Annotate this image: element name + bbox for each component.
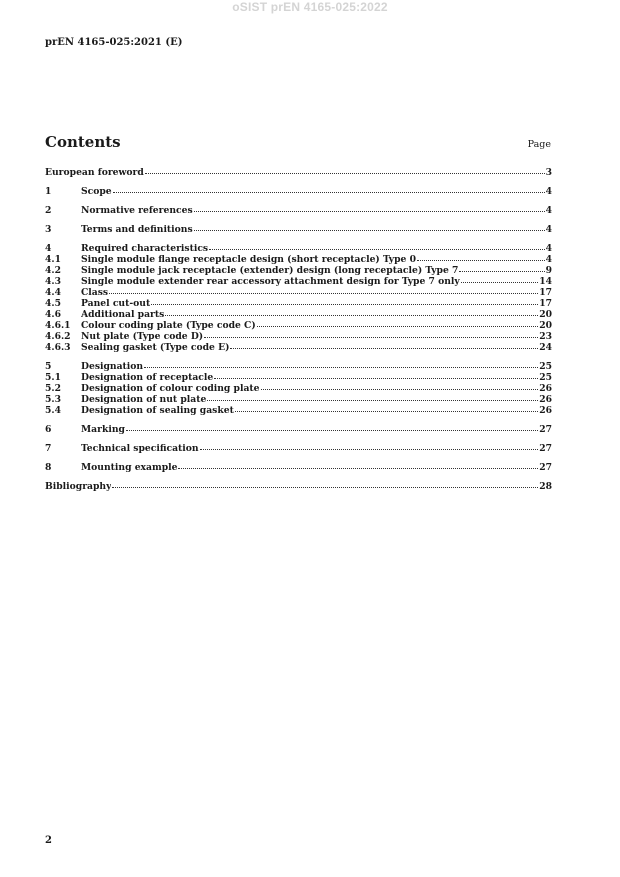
- toc-entry-page: 24: [539, 342, 552, 353]
- toc-entry[interactable]: [45, 167, 552, 178]
- toc-dot-leader: [112, 487, 538, 488]
- toc-dot-leader: [459, 271, 544, 272]
- toc-entry-page: 4: [545, 254, 552, 265]
- toc-entry-title: Single module extender rear accessory attachment design for Type 7 only: [81, 276, 460, 287]
- toc-entry-page: 17: [539, 298, 552, 309]
- toc-group: [45, 462, 552, 473]
- toc-entry-title: Single module jack receptacle (extender) design (long receptacle) Type 7: [81, 265, 459, 276]
- toc-entry-page: 28: [539, 481, 552, 492]
- toc-entry-title: Panel cut-out: [81, 298, 151, 309]
- toc-entry[interactable]: [45, 394, 552, 405]
- toc-dot-leader: [207, 400, 538, 401]
- toc-entry[interactable]: [45, 205, 552, 216]
- toc-dot-leader: [145, 173, 545, 174]
- toc-entry-number: 8: [45, 462, 52, 473]
- toc-entry-page: 4: [545, 224, 552, 235]
- toc-entry[interactable]: [45, 462, 552, 473]
- table-of-contents: [45, 167, 552, 500]
- toc-entry-title: Marking: [81, 424, 125, 435]
- toc-entry-title: European foreword: [45, 167, 144, 178]
- toc-entry-number: 3: [45, 224, 52, 235]
- toc-entry-number: 4.6.2: [45, 331, 71, 342]
- toc-entry[interactable]: [45, 361, 552, 372]
- toc-entry-number: 4.5: [45, 298, 61, 309]
- toc-dot-leader: [151, 304, 538, 305]
- toc-entry-title: Bibliography: [45, 481, 112, 492]
- toc-entry[interactable]: [45, 481, 552, 492]
- toc-group: [45, 186, 552, 197]
- toc-entry-title: Designation: [81, 361, 144, 372]
- toc-entry-title: Required characteristics: [81, 243, 209, 254]
- toc-entry-page: 26: [539, 394, 552, 405]
- toc-entry[interactable]: [45, 287, 552, 298]
- toc-entry-number: 2: [45, 205, 52, 216]
- toc-dot-leader: [144, 367, 538, 368]
- toc-entry-page: 14: [539, 276, 552, 287]
- toc-dot-leader: [200, 449, 539, 450]
- toc-entry-number: 4.3: [45, 276, 61, 287]
- toc-entry[interactable]: [45, 424, 552, 435]
- toc-entry-number: 4.6: [45, 309, 61, 320]
- toc-entry[interactable]: [45, 265, 552, 276]
- toc-entry-number: 5.4: [45, 405, 61, 416]
- toc-entry-number: 4.2: [45, 265, 61, 276]
- toc-entry[interactable]: [45, 320, 552, 331]
- toc-dot-leader: [235, 411, 538, 412]
- toc-entry-page: 4: [545, 243, 552, 254]
- toc-group: [45, 443, 552, 454]
- toc-entry-title: Single module flange receptacle design (short receptacle) Type 0: [81, 254, 416, 265]
- toc-group: [45, 424, 552, 435]
- toc-dot-leader: [261, 389, 539, 390]
- toc-entry[interactable]: [45, 383, 552, 394]
- toc-entry-number: 4.6.1: [45, 320, 71, 331]
- toc-dot-leader: [209, 249, 545, 250]
- toc-entry[interactable]: [45, 186, 552, 197]
- toc-entry[interactable]: [45, 243, 552, 254]
- toc-entry-number: 7: [45, 443, 52, 454]
- toc-entry-number: 6: [45, 424, 52, 435]
- toc-dot-leader: [126, 430, 538, 431]
- toc-entry-page: 17: [539, 287, 552, 298]
- toc-entry-number: 4.6.3: [45, 342, 71, 353]
- toc-dot-leader: [194, 211, 545, 212]
- toc-entry-number: 5.1: [45, 372, 61, 383]
- toc-entry-page: 27: [539, 443, 552, 454]
- toc-entry-title: Class: [81, 287, 109, 298]
- toc-entry[interactable]: [45, 331, 552, 342]
- toc-entry[interactable]: [45, 372, 552, 383]
- toc-entry[interactable]: [45, 224, 552, 235]
- toc-group: [45, 167, 552, 178]
- toc-entry-page: 4: [545, 205, 552, 216]
- toc-entry-page: 26: [539, 405, 552, 416]
- toc-group: [45, 243, 552, 353]
- toc-entry[interactable]: [45, 276, 552, 287]
- toc-entry-title: Designation of sealing gasket: [81, 405, 234, 416]
- toc-entry-number: 4: [45, 243, 52, 254]
- toc-entry[interactable]: [45, 254, 552, 265]
- toc-entry-page: 20: [539, 320, 552, 331]
- page-number: 2: [45, 835, 52, 846]
- toc-entry-number: 5: [45, 361, 52, 372]
- toc-entry[interactable]: [45, 342, 552, 353]
- toc-group: [45, 224, 552, 235]
- toc-entry-number: 1: [45, 186, 52, 197]
- document-id: prEN 4165-025:2021 (E): [45, 37, 183, 48]
- toc-dot-leader: [417, 260, 545, 261]
- toc-entry-title: Designation of receptacle: [81, 372, 214, 383]
- contents-title: Contents: [45, 133, 121, 151]
- toc-entry-title: Technical specification: [81, 443, 199, 454]
- toc-dot-leader: [257, 326, 539, 327]
- toc-dot-leader: [194, 230, 545, 231]
- toc-entry-number: 5.2: [45, 383, 61, 394]
- toc-entry-page: 3: [545, 167, 552, 178]
- toc-entry-page: 25: [539, 372, 552, 383]
- toc-dot-leader: [178, 468, 538, 469]
- toc-entry-page: 20: [539, 309, 552, 320]
- toc-entry-title: Scope: [81, 186, 112, 197]
- toc-group: [45, 205, 552, 216]
- toc-entry-title: Colour coding plate (Type code C): [81, 320, 256, 331]
- toc-entry-page: 4: [545, 186, 552, 197]
- toc-entry[interactable]: [45, 405, 552, 416]
- toc-entry-page: 27: [539, 462, 552, 473]
- toc-entry-page: 23: [539, 331, 552, 342]
- toc-entry-title: Additional parts: [81, 309, 165, 320]
- toc-entry-title: Sealing gasket (Type code E): [81, 342, 230, 353]
- toc-dot-leader: [214, 378, 538, 379]
- toc-dot-leader: [165, 315, 538, 316]
- toc-entry-number: 4.4: [45, 287, 61, 298]
- toc-entry-number: 4.1: [45, 254, 61, 265]
- toc-entry-page: 25: [539, 361, 552, 372]
- toc-entry-title: Nut plate (Type code D): [81, 331, 204, 342]
- watermark: oSIST prEN 4165-025:2022: [232, 0, 388, 14]
- toc-entry-title: Terms and definitions: [81, 224, 193, 235]
- toc-dot-leader: [109, 293, 538, 294]
- toc-dot-leader: [230, 348, 538, 349]
- toc-entry[interactable]: [45, 443, 552, 454]
- toc-entry[interactable]: [45, 298, 552, 309]
- toc-entry-title: Designation of colour coding plate: [81, 383, 260, 394]
- toc-dot-leader: [113, 192, 545, 193]
- page-column-label: Page: [527, 139, 551, 150]
- toc-group: [45, 481, 552, 492]
- toc-entry-page: 27: [539, 424, 552, 435]
- toc-entry[interactable]: [45, 309, 552, 320]
- toc-dot-leader: [204, 337, 538, 338]
- toc-entry-title: Designation of nut plate: [81, 394, 207, 405]
- toc-dot-leader: [461, 282, 538, 283]
- toc-entry-number: 5.3: [45, 394, 61, 405]
- toc-group: [45, 361, 552, 416]
- toc-entry-page: 26: [539, 383, 552, 394]
- toc-entry-title: Normative references: [81, 205, 193, 216]
- toc-entry-page: 9: [545, 265, 552, 276]
- toc-entry-title: Mounting example: [81, 462, 178, 473]
